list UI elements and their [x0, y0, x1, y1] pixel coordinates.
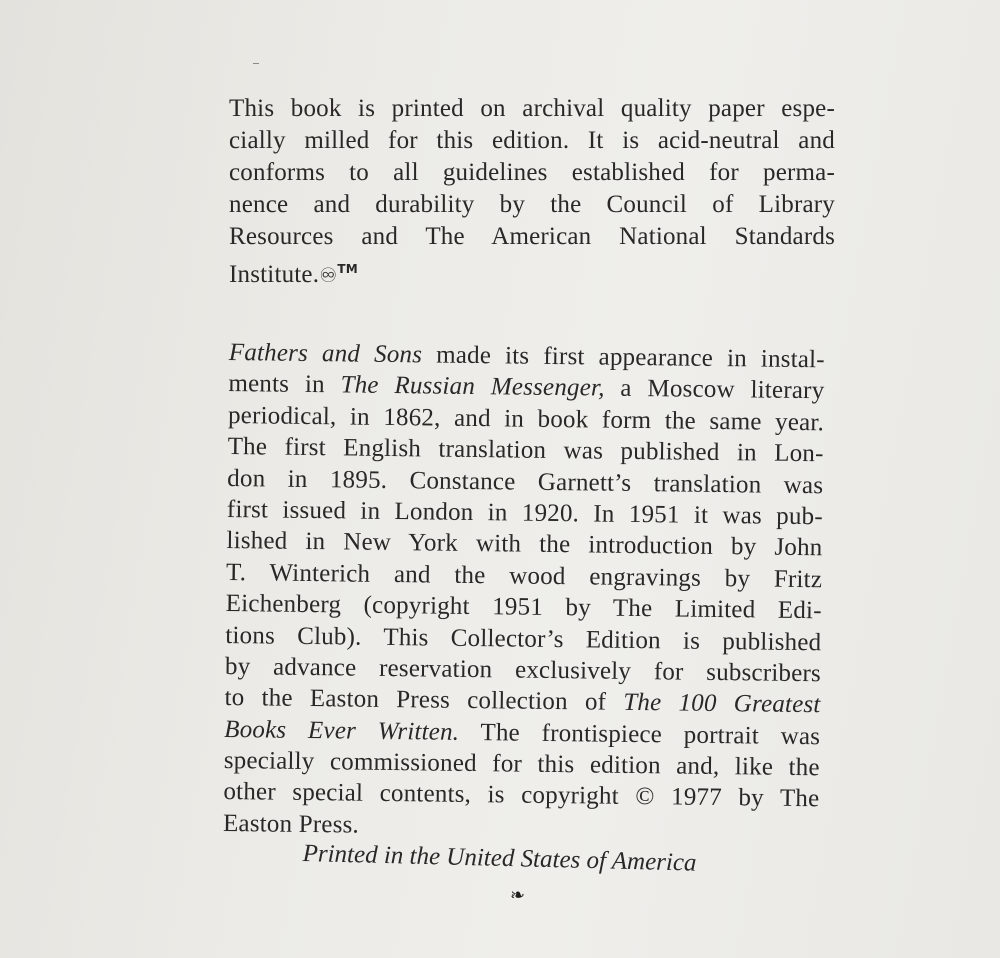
history-text: ments in — [228, 370, 341, 399]
collection-title: Books Ever Written. — [224, 715, 460, 746]
collection-title: The 100 Greatest — [623, 689, 821, 719]
trademark-mark: TM — [337, 262, 358, 276]
infinity-paper-icon: ♾ — [319, 263, 338, 287]
history-text: to the Easton Press collection of — [224, 684, 624, 717]
history-text: The frontispiece portrait was — [459, 718, 821, 750]
notice-line: Institute. — [229, 261, 320, 288]
history-line: Easton Press. — [222, 809, 360, 839]
periodical-title: The Russian Messenger, — [340, 371, 605, 402]
history-line: don in 1895. Constance Garnett’s translation was — [227, 464, 824, 499]
archival-paper-notice — [229, 93, 835, 288]
history-line: specially commissioned for this edition and, like the — [223, 747, 820, 782]
notice-line: nence and durability by the Council of Library — [229, 191, 835, 218]
history-line: other special contents, is copyright © 1977 by The — [223, 778, 820, 813]
publication-history — [223, 337, 825, 846]
notice-line: cially milled for this edition. It is acid-neutral and — [229, 127, 835, 154]
fleuron-ornament-icon: ❧ — [509, 884, 526, 907]
history-line: lished in New York with the introduction by John — [226, 527, 823, 562]
history-text: made its first appearance in instal- — [421, 341, 825, 374]
notice-last-line — [229, 253, 835, 288]
history-line: The first English translation was published in Lon- — [227, 433, 824, 468]
book-title: Fathers and Sons — [228, 338, 423, 369]
printed-in-usa-imprint: Printed in the United States of America — [302, 840, 697, 877]
history-line: periodical, in 1862, and in book form the same year. — [227, 401, 825, 437]
notice-line: This book is printed on archival quality paper espe- — [229, 95, 835, 122]
history-line: by advance reservation exclusively for subscribers — [224, 652, 822, 688]
page-mark — [253, 63, 259, 64]
history-text: a Moscow literary — [604, 374, 825, 405]
history-line: tions Club). This Collector’s Edition is published — [225, 621, 822, 656]
notice-line: Resources and The American National Standards — [229, 223, 835, 250]
history-line: Eichenberg (copyright 1951 by The Limited Edi- — [225, 590, 822, 625]
history-line: T. Winterich and the wood engravings by Fritz — [225, 558, 823, 593]
notice-line: conforms to all guidelines established for perma- — [229, 159, 835, 186]
history-line: first issued in London in 1920. In 1951 it was pub- — [226, 495, 824, 531]
